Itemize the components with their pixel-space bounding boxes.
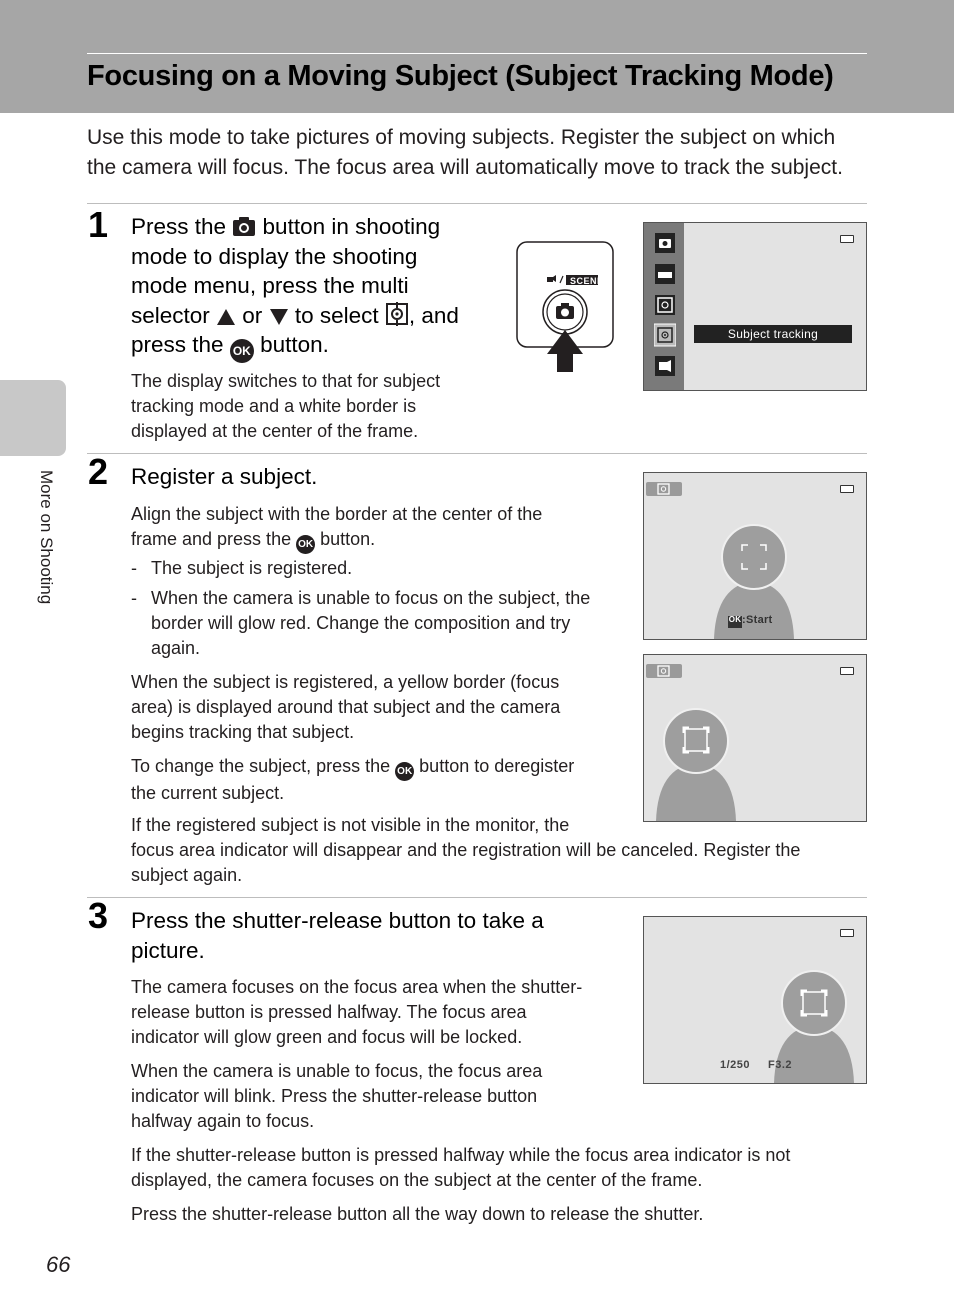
step-3-heading: Press the shutter-release button to take a picture.	[131, 908, 544, 963]
subject-silhouette	[644, 655, 866, 821]
ok-icon: OK	[395, 762, 414, 781]
menu-icons	[654, 231, 676, 386]
step-2-para-2: When the subject is registered, a yellow border (focus area) is displayed around that subject and the camera begins tracking that subject.	[131, 672, 561, 742]
step-2-para-1: Align the subject with the border at the center of the frame and press the OK button.	[131, 502, 611, 554]
step-2-heading: Register a subject.	[131, 464, 318, 489]
step-3-para-2: When the camera is unable to focus, the focus area indicator will blink. Press the shutter-release button halfway again to focus.	[131, 1061, 543, 1131]
screen-shooting-menu	[643, 222, 867, 391]
step-2-number: 2	[88, 451, 109, 492]
step-2-para-3: To change the subject, press the OK button to deregister the current subject.	[131, 756, 575, 803]
battery-icon	[840, 235, 854, 243]
step-1-heading: Press the button in shooting mode to display the shooting mode menu, press the multi selector or to select , and press the OK button.	[131, 212, 511, 363]
step-1-number: 1	[88, 204, 109, 245]
ok-icon: OK	[230, 339, 254, 363]
up-triangle-icon	[216, 308, 236, 326]
screen-focus-locked	[643, 916, 867, 1084]
subject-tracking-icon	[385, 302, 409, 326]
screen-register-subject	[643, 472, 867, 640]
subject-silhouette	[644, 917, 866, 1083]
intro-text: Use this mode to take pictures of moving subjects. Register the subject on which the camera will focus. The focus area will automatically move to track the subject.	[87, 126, 843, 179]
down-triangle-icon	[269, 308, 289, 326]
header-band	[0, 0, 954, 113]
start-label: :Start	[742, 614, 773, 626]
step-divider	[87, 203, 867, 204]
screen-tracking-subject	[643, 654, 867, 822]
step-2-bullet-2: - When the camera is unable to focus on the subject, the border will glow red. Change the composition and try again.	[131, 588, 591, 658]
camera-button-illustration	[510, 238, 620, 378]
aperture: F3.2	[768, 1059, 793, 1071]
step-1-body: The display switches to that for subject tracking mode and a white border is displayed at the center of the frame.	[131, 371, 441, 441]
step-divider	[87, 897, 867, 898]
step-3-para-4: Press the shutter-release button all the way down to release the shutter.	[131, 1204, 704, 1224]
chapter-tab	[0, 380, 66, 456]
shutter-speed: 1/250	[720, 1059, 751, 1071]
camera-icon	[232, 216, 256, 237]
step-3-para-3: If the shutter-release button is pressed halfway while the focus area indicator is not displayed, the camera focuses on the subject at the center of the frame.	[131, 1145, 791, 1190]
menu-caption: Subject tracking	[727, 327, 819, 341]
scene-label: SCENE	[570, 276, 604, 286]
page-title: Focusing on a Moving Subject (Subject Tracking Mode)	[87, 60, 834, 92]
step-3-number: 3	[88, 895, 109, 936]
header-rule	[87, 53, 867, 54]
ok-icon: OK	[296, 535, 315, 554]
step-3-para-1: The camera focuses on the focus area when the shutter- release button is pressed halfway. The focus area indicator will glow green and focus will be locked.	[131, 977, 583, 1047]
ok-icon: OK	[728, 615, 742, 624]
step-divider	[87, 453, 867, 454]
step-2-bullet-1: - The subject is registered.	[131, 558, 353, 578]
chapter-label: More on Shooting	[37, 470, 56, 605]
page-number: 66	[46, 1252, 71, 1277]
step-2-para-4: If the registered subject is not visible in the monitor, the focus area indicator will disappear and the registration will be canceled. Register the subject again.	[131, 815, 801, 885]
